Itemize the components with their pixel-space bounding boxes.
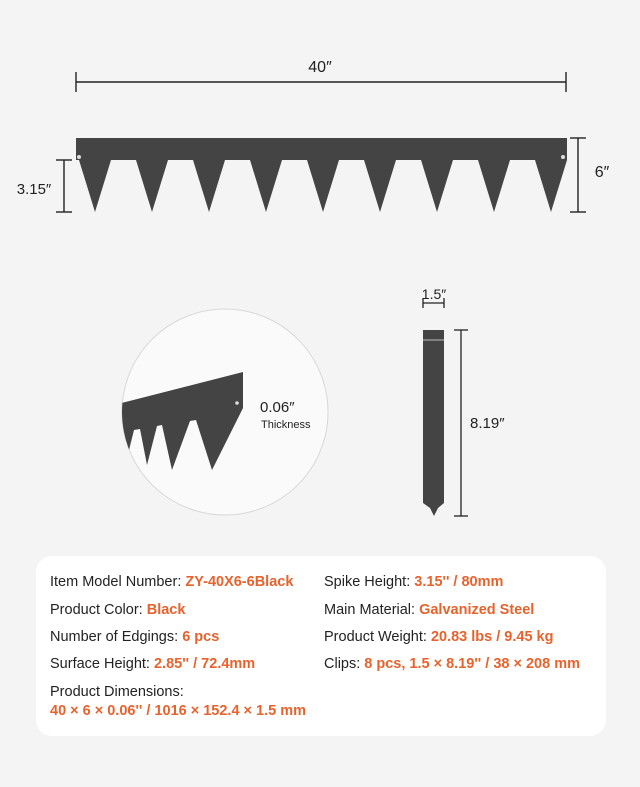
spec-edgings <box>50 629 219 645</box>
spec-value: 8 pcs, 1.5 × 8.19'' / 38 × 208 mm <box>364 656 580 672</box>
spec-label: Spike Height: <box>324 574 415 590</box>
edging-strip <box>76 138 567 212</box>
spec-label: Product Color: <box>50 602 147 618</box>
clip-diagram <box>422 286 505 516</box>
spec-dimensions-value <box>50 703 306 719</box>
detail-hole <box>235 401 239 405</box>
spec-color <box>50 602 185 618</box>
spec-value: 3.15'' / 80mm <box>414 574 504 590</box>
spec-spike-height <box>324 574 503 590</box>
spec-dimensions-label: Product Dimensions: <box>50 684 184 700</box>
total-height-dimension <box>570 138 610 212</box>
spec-value: 2.85'' / 72.4mm <box>153 656 256 672</box>
spec-value: 6 pcs <box>182 629 220 645</box>
thickness-value: 0.06″ <box>260 399 295 416</box>
thickness-detail <box>110 309 328 515</box>
spec-value: 40 × 6 × 0.06'' / 1016 × 152.4 × 1.5 mm <box>50 703 307 719</box>
spec-clips <box>324 656 580 672</box>
spec-material <box>324 602 534 618</box>
mounting-hole-right <box>561 155 565 159</box>
spike-height-dimension <box>17 160 72 212</box>
spec-value: 20.83 lbs / 9.45 kg <box>430 629 554 645</box>
spec-value: Galvanized Steel <box>419 602 535 618</box>
mounting-hole-left <box>77 155 81 159</box>
spec-label: Number of Edgings: <box>50 629 183 645</box>
clip-width-label: 1.5″ <box>421 286 447 302</box>
spec-surface-height <box>50 656 255 672</box>
length-dimension <box>76 59 566 92</box>
length-label: 40″ <box>308 59 332 76</box>
spike-height-label: 3.15″ <box>16 181 52 198</box>
clip-stake <box>423 330 444 516</box>
spec-value: ZY-40X6-6Black <box>185 574 294 590</box>
thickness-caption: Thickness <box>261 419 311 431</box>
total-height-label: 6″ <box>594 164 610 181</box>
spec-label: Main Material: <box>324 602 420 618</box>
clip-height-label: 8.19″ <box>470 415 505 432</box>
spec-weight <box>324 629 553 645</box>
spec-label: Surface Height: <box>50 656 154 672</box>
spec-label: Clips: <box>324 656 365 672</box>
spec-item-model <box>50 574 293 590</box>
spec-label: Item Model Number: <box>50 574 186 590</box>
spec-value: Black <box>146 602 186 618</box>
spec-label: Product Weight: <box>324 629 431 645</box>
